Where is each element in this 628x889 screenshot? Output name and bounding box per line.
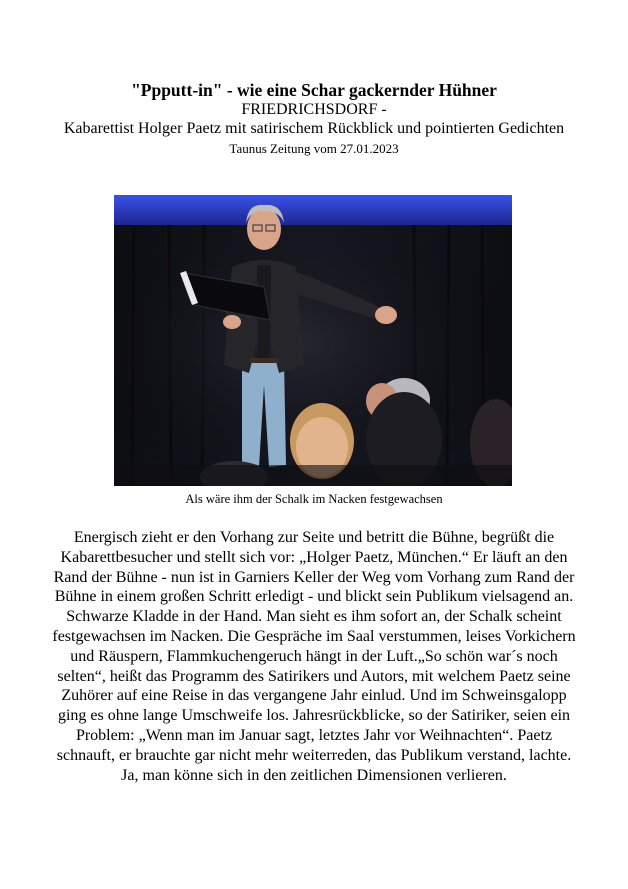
stage-photo [114, 195, 512, 486]
photo-caption: Als wäre ihm der Schalk im Nacken festgewachsen [185, 492, 443, 506]
article-source: Taunus Zeitung vom 27.01.2023 [229, 141, 399, 156]
article-place: FRIEDRICHSDORF - [241, 101, 387, 118]
article-headline: "Ppputt-in" - wie eine Schar gackernder Hühner [131, 80, 497, 100]
article-subtitle: Kabarettist Holger Paetz mit satirischem Rückblick und pointierten Gedichten [63, 120, 565, 137]
article-header [40, 80, 588, 158]
stage-photo-illustration [114, 195, 512, 486]
article-body: Energisch zieht er den Vorhang zur Seite und betritt die Bühne, begrüßt die Kabarettbesucher und stellt sich vor: „Holger Paetz, München.“ Er läuft an den Rand der Bühne - nun ist in Garniers Keller der Weg vom Vorhang zum Rand der Bühne in einem großen Schritt erledigt - und blickt sein Publikum vielsagend an. Schwarze Kladde in der Hand. Man sieht es ihm sofort an, der Schalk scheint festgewachsen im Nacken. Die Gespräche im Saal verstummen, leises Vorkichern und Räuspern, Flammkuchengeruch hängt in der Luft.„So schön war´s noch selten“, heißt das Programm des Satirikers und Autors, mit welchem Paetz seine Zuhörer auf eine Reise in das vergangene Jahr einlud. Und im Schweinsgalopp ging es ohne lange Umschweife los. Jahresrückblicke, so der Satiriker, seien ein Problem: „Wenn man im Januar sagt, letztes Jahr vor Weihnachten“. Paetz schnauft, er brauchte gar nicht mehr weiterreden, das Publikum verstand, lachte. Ja, man könne sich in den zeitlichen Dimensionen verlieren. [52, 529, 576, 784]
